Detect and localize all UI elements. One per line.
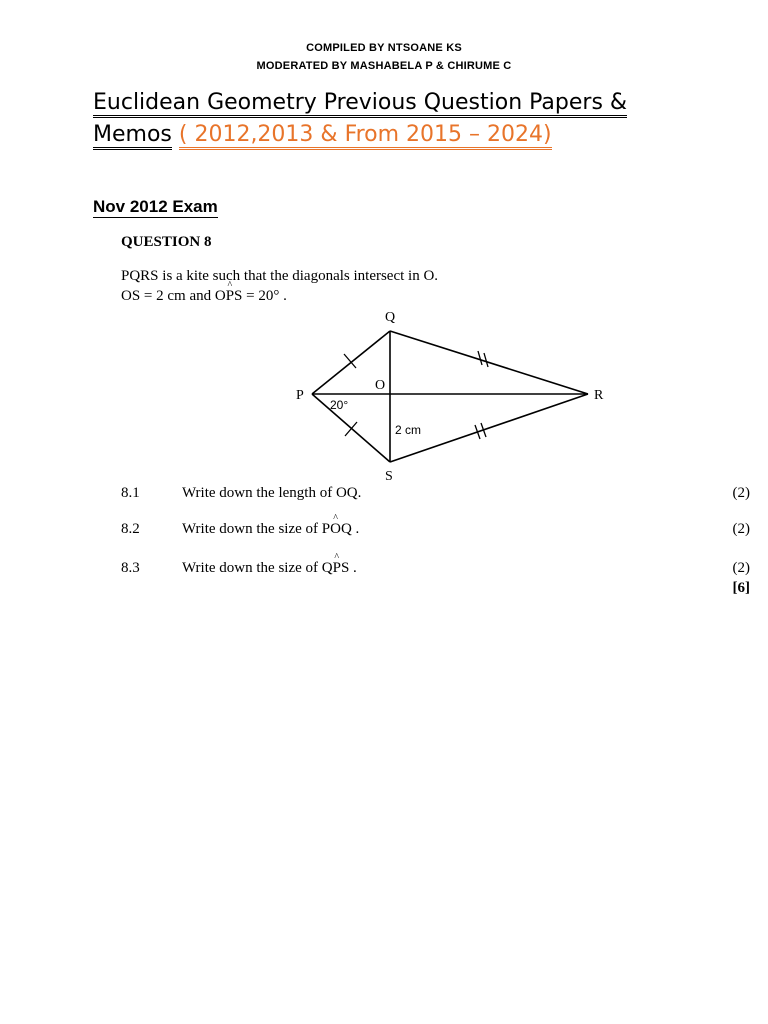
question-total-marks: [6] [732, 580, 750, 596]
given-hat-letter: ^ P [226, 288, 234, 305]
kite-lines [312, 331, 588, 462]
length-label: 2 cm [395, 423, 422, 437]
tick-qr-2 [484, 353, 488, 367]
item-number: 8.3 [121, 560, 140, 576]
vertex-label-p: P [296, 388, 304, 403]
item-marks: (2) [732, 485, 750, 501]
question-given [121, 288, 287, 305]
title-text-memos: Memos [93, 122, 172, 150]
kite-diagram [285, 300, 625, 490]
title-years: ( 2012,2013 & From 2015 – 2024) [179, 122, 552, 150]
tick-qr-1 [478, 351, 482, 365]
item-text: Write down the size of P^ OQ . [182, 521, 359, 538]
item-text: Write down the size of Q^ PS . [182, 560, 357, 577]
vertex-label-q: Q [385, 310, 396, 325]
side-sp [312, 394, 390, 462]
item-marks: (2) [732, 521, 750, 537]
question-item-8-3 [0, 560, 768, 580]
vertex-label-r: R [594, 388, 604, 403]
question-statement: PQRS is a kite such that the diagonals intersect in O. [121, 268, 439, 284]
compiled-by-line: COMPILED BY NTSOANE KS [306, 42, 462, 54]
section-heading: Nov 2012 Exam [93, 197, 218, 216]
side-qr [390, 331, 588, 394]
item-number: 8.2 [121, 521, 140, 537]
vertex-label-s: S [385, 469, 393, 484]
title-text-1: Euclidean Geometry Previous Question Papers & [93, 90, 627, 118]
item-number: 8.1 [121, 485, 140, 501]
moderated-by-line: MODERATED BY MASHABELA P & CHIRUME C [256, 60, 512, 72]
vertex-label-o: O [375, 378, 386, 393]
question-item-8-2 [0, 521, 768, 541]
given-post: S = 20° . [234, 288, 287, 304]
item-marks: (2) [732, 560, 750, 576]
document-title-line1 [93, 88, 627, 118]
angle-label: 20° [330, 398, 349, 412]
question-item-8-1 [0, 485, 768, 505]
item-text: Write down the length of OQ. [182, 485, 362, 501]
given-pre: OS = 2 cm and O [121, 288, 226, 304]
question-heading: QUESTION 8 [121, 234, 212, 250]
document-title-line2 [93, 120, 552, 150]
